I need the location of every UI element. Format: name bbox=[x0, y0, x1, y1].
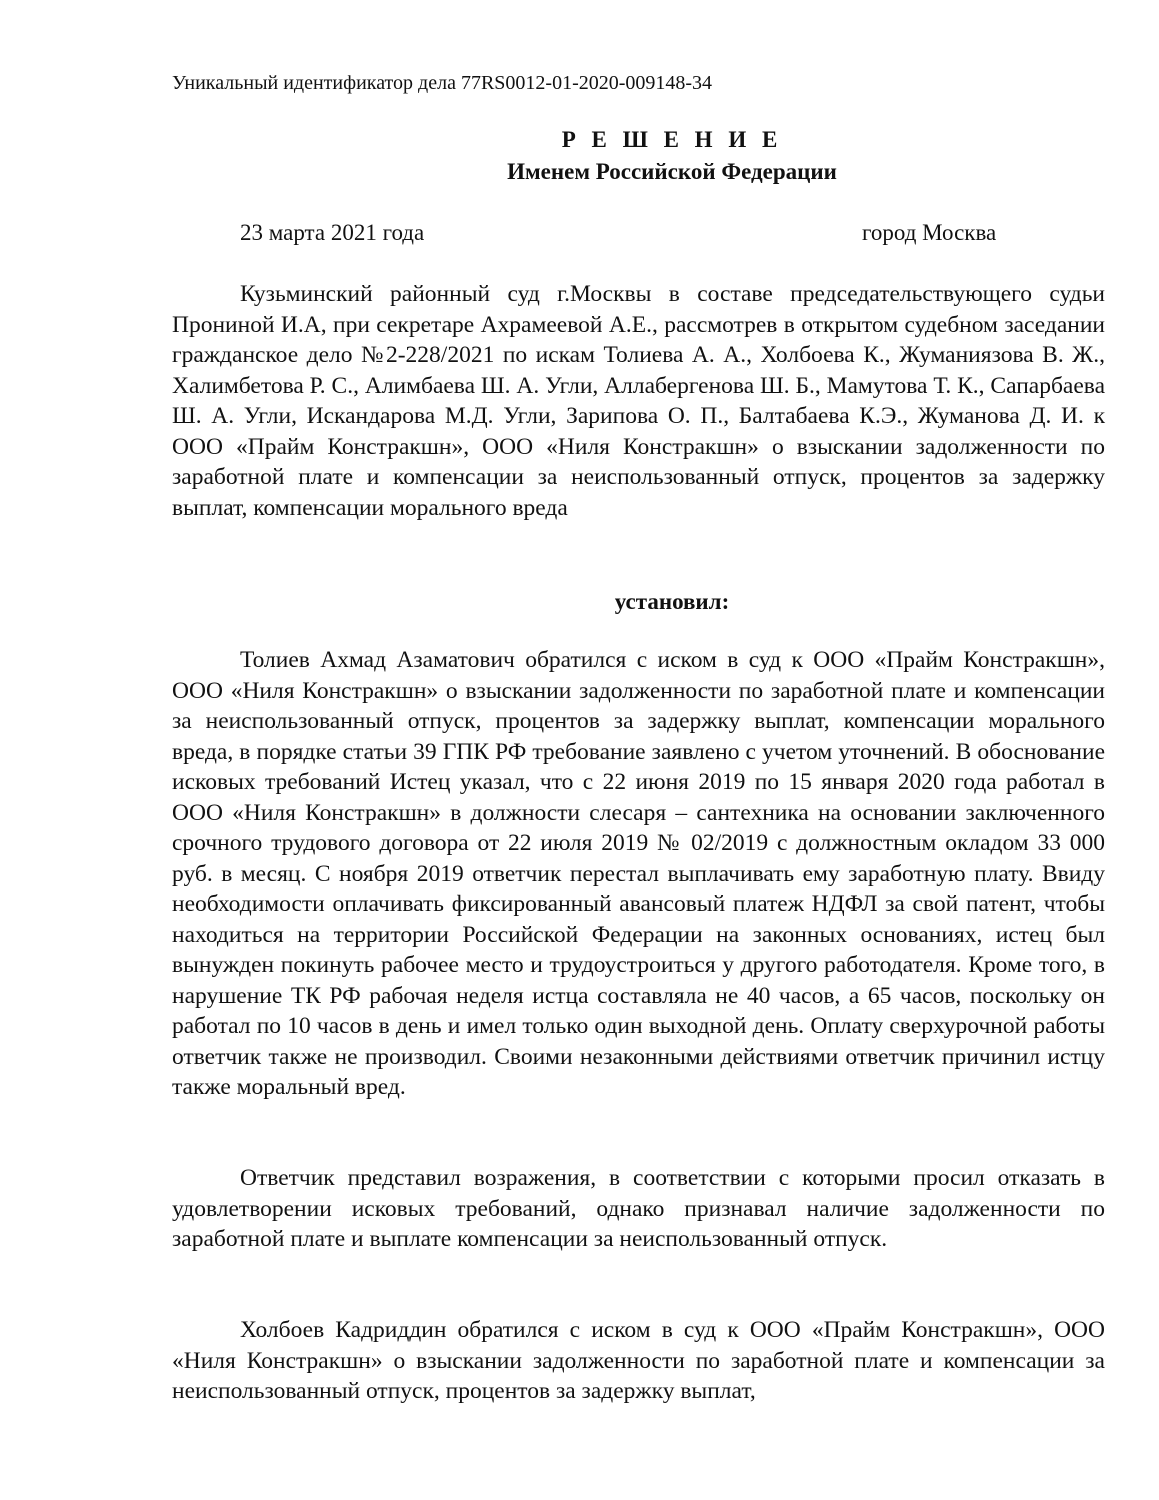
kholboev-section bbox=[172, 1315, 1105, 1407]
defendant-paragraph: Ответчик представил возражения, в соответствии с которыми просил отказать в удовлетворении исковых требований, однако признавал наличие задолженности по заработной плате и выплате компенсации за неиспользованный отпуск. bbox=[172, 1165, 1105, 1252]
document-subtitle: Именем Российской Федерации bbox=[507, 159, 837, 184]
case-identifier: Уникальный идентификатор дела 77RS0012-01-2020-009148-34 bbox=[172, 72, 713, 94]
intro-section bbox=[172, 279, 1105, 523]
intro-paragraph: Кузьминский районный суд г.Москвы в составе председательствующего судьи Прониной И.А, при секретаре Ахрамеевой А.Е., рассмотрев в открытом судебном заседании гражданское дело №2-228/2021 по искам Толиева А. А., Холбоева К., Жуманиязова В. Ж., Халимбетова Р. С., Алимбаева Ш. А. Угли, Аллабергенова Ш. Б., Мамутова Т. К., Сапарбаева Ш. А. Угли, Искандарова М.Д. Угли, Зарипова О. П., Балтабаева К.Э., Жуманова Д. И. к ООО «Прайм Констракшн», ООО «Ниля Констракшн» о взыскании задолженности по заработной плате и компенсации за неиспользованный отпуск, процентов за задержку выплат, компенсации морального вреда bbox=[172, 281, 1105, 521]
toliev-section bbox=[172, 645, 1105, 1103]
decision-city: город Москва bbox=[862, 220, 997, 245]
kholboev-paragraph: Холбоев Кадриддин обратился с иском в суд к ООО «Прайм Констракшн», ООО «Ниля Констракшн» о взыскании задолженности по заработной плате и компенсации за неиспользованный отпуск, процентов за задержку выплат, bbox=[172, 1317, 1105, 1404]
defendant-section bbox=[172, 1163, 1105, 1255]
established-heading: установил: bbox=[614, 589, 730, 614]
decision-date: 23 марта 2021 года bbox=[240, 220, 425, 245]
toliev-paragraph: Толиев Ахмад Азаматович обратился с иском в суд к ООО «Прайм Констракшн», ООО «Ниля Констракшн» о взыскании задолженности по заработной плате и компенсации за неиспользованный отпуск, процентов за задержку выплат, компенсации морального вреда, в порядке статьи 39 ГПК РФ требование заявлено с учетом уточнений. В обоснование исковых требований Истец указал, что с 22 июня 2019 по 15 января 2020 года работал в ООО «Ниля Констракшн» в должности слесаря – сантехника на основании заключенного срочного трудового договора от 22 июля 2019 № 02/2019 с должностным окладом 33 000 руб. в месяц. С ноября 2019 ответчик перестал выплачивать ему заработную плату. Ввиду необходимости оплачивать фиксированный авансовый платеж НДФЛ за свой патент, чтобы находиться на территории Российской Федерации на законных основаниях, истец был вынужден покинуть рабочее место и трудоустроиться у другого работодателя. Кроме того, в нарушение ТК РФ рабочая неделя истца составляла не 40 часов, а 65 часов, поскольку он работал по 10 часов в день и имел только один выходной день. Оплату сверхурочной работы ответчик также не производил. Своими незаконными действиями ответчик причинил истцу также моральный вред. bbox=[172, 647, 1105, 1100]
document-title: Р Е Ш Е Н И Е bbox=[561, 127, 783, 152]
document-header bbox=[172, 124, 1159, 188]
